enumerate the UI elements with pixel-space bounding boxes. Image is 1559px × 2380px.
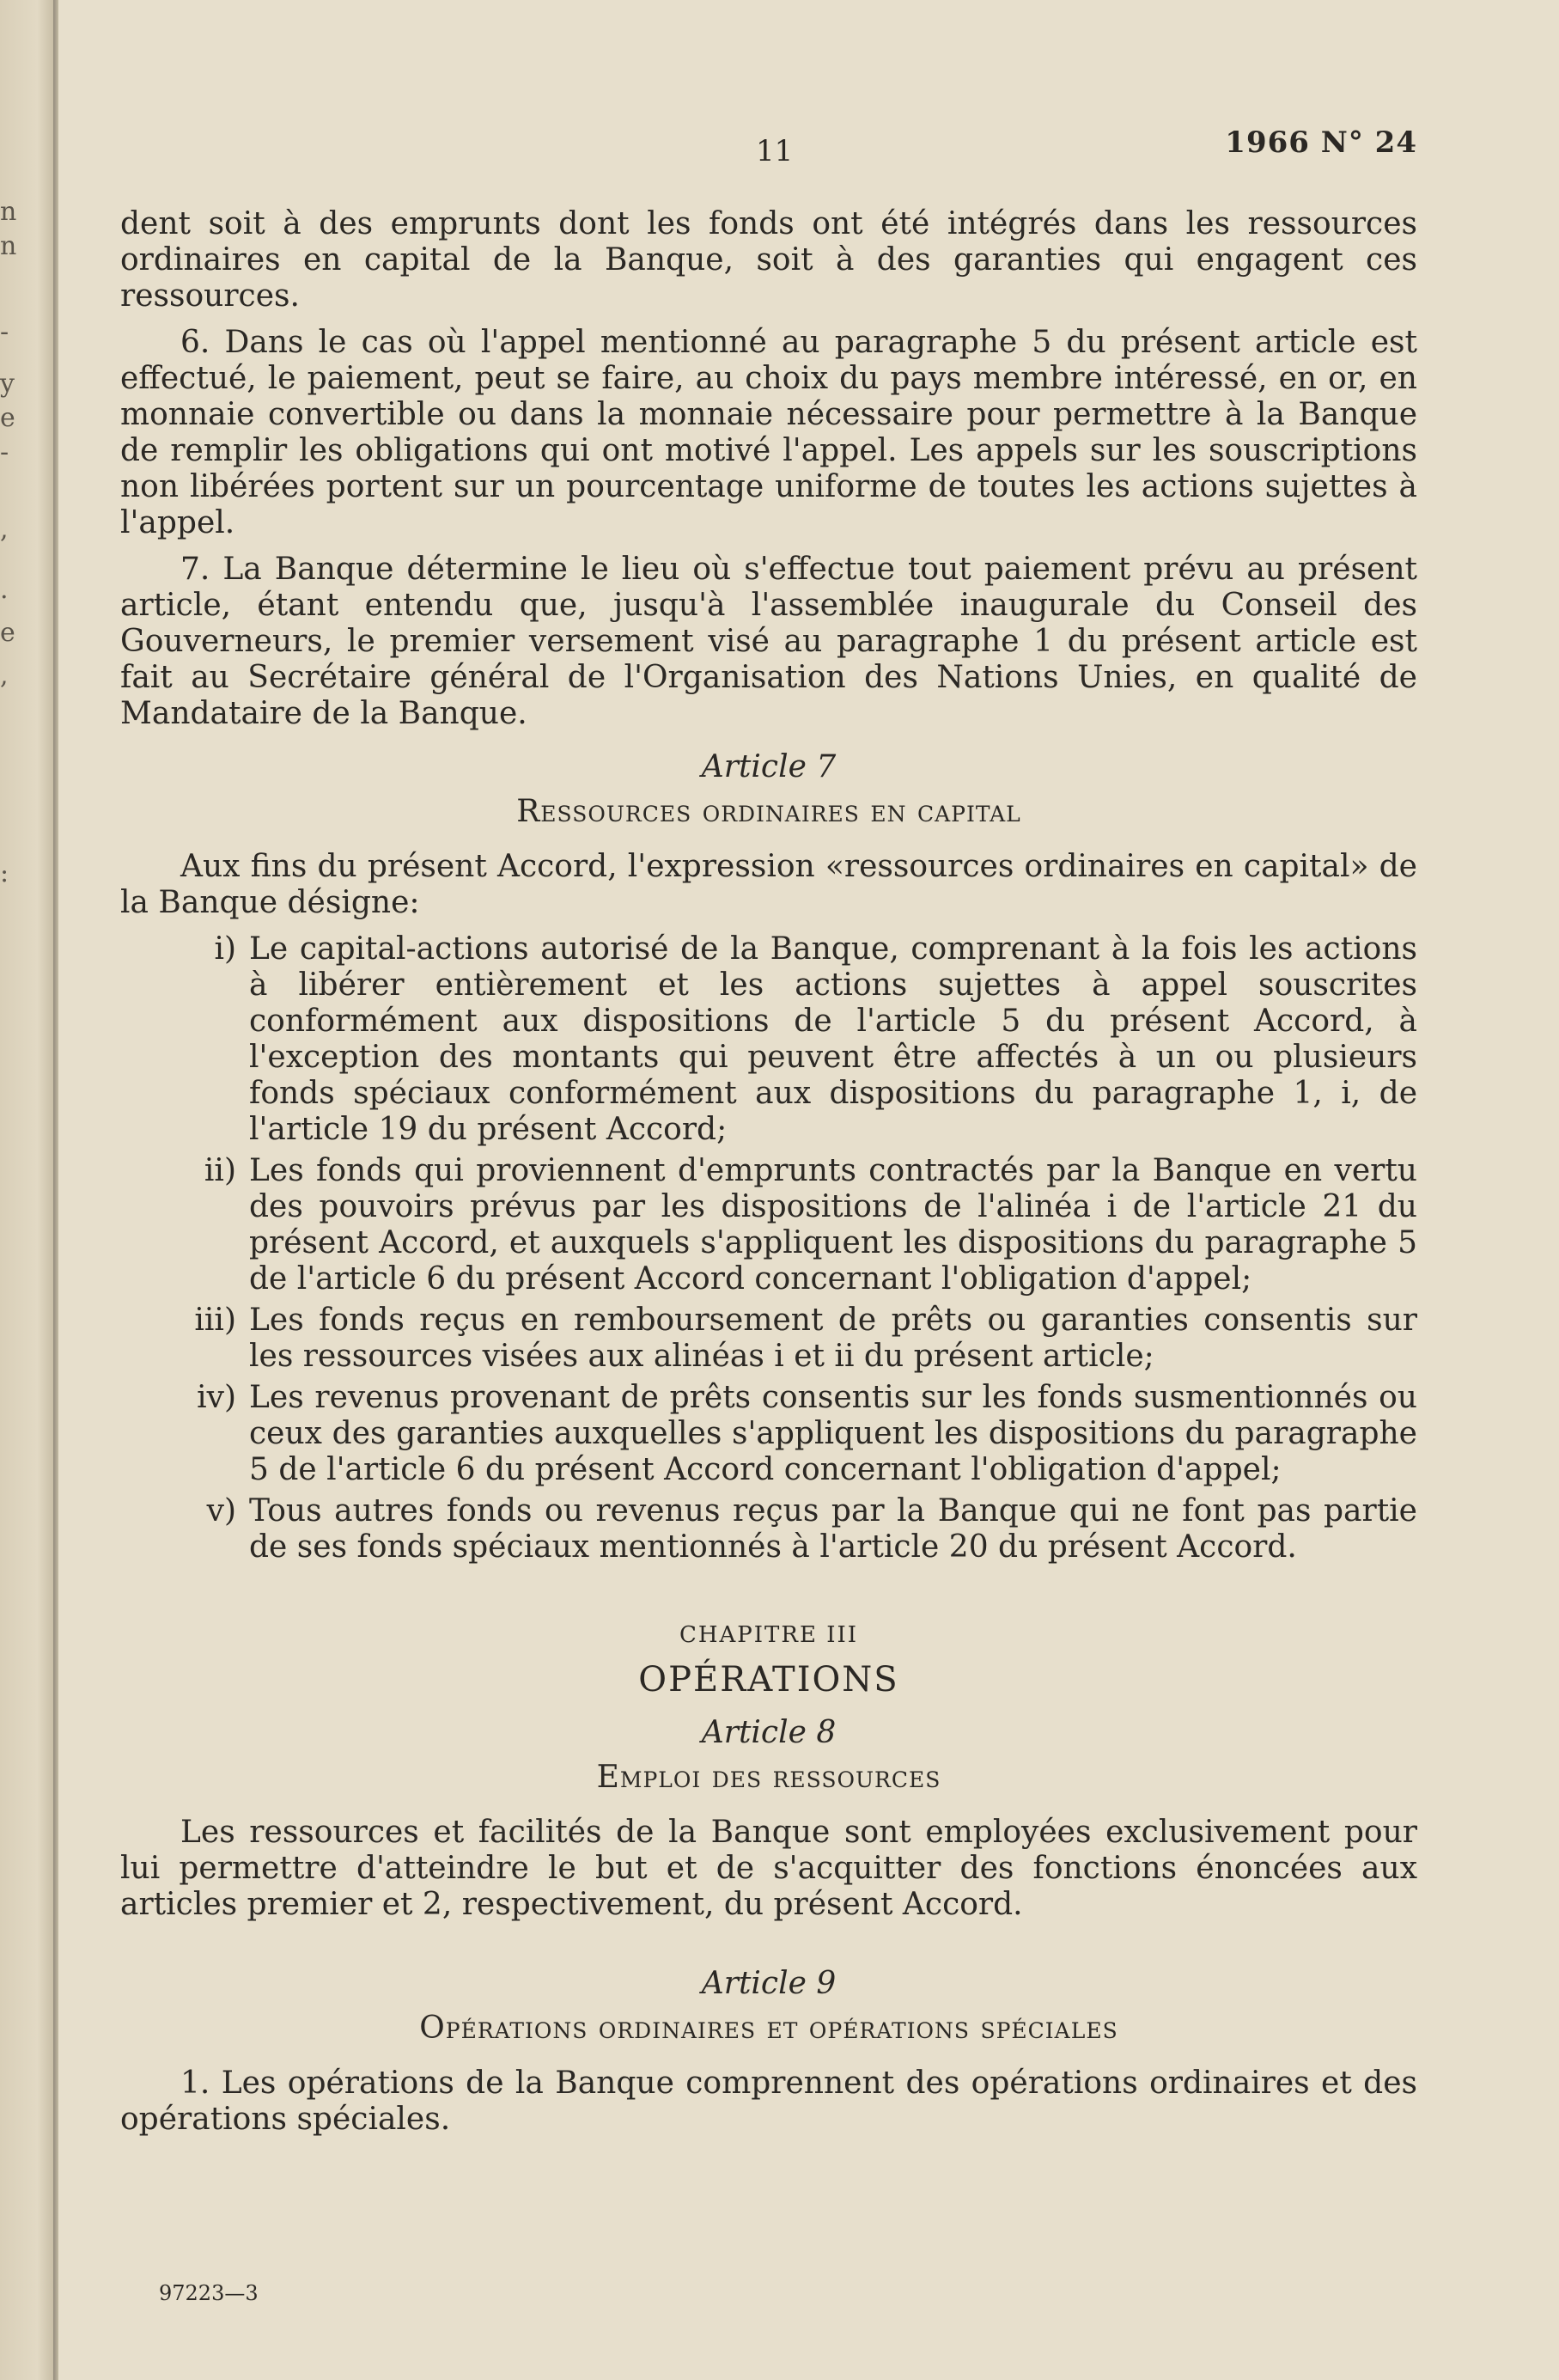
list-item-text: Les revenus provenant de prêts consentis sur les fonds susmentionnés ou ceux des garanties auxquelles s'appliquent les dispositions du paragraphe 5 de l'article 6 du présent Accord concernant l'obligation d'appel; <box>249 1380 1417 1487</box>
margin-mark: - <box>0 437 9 467</box>
margin-mark: n <box>0 197 17 227</box>
list-item <box>120 931 1417 1148</box>
list-item <box>120 1380 1417 1488</box>
article-8-text: Les ressources et facilités de la Banque sont employées exclusivement pour lui permettre d'atteindre le but et de s'acquitter des fonctions énoncées aux articles premier et 2, respectivement, du présent Accord. <box>120 1815 1417 1922</box>
list-marker: iv) <box>197 1380 236 1415</box>
list-marker: iii) <box>194 1303 236 1338</box>
margin-mark: - <box>0 317 9 347</box>
article-7-list <box>120 931 1417 1565</box>
margin-mark: , <box>0 661 9 691</box>
article-9-heading: Opérations ordinaires et opérations spéciales <box>419 2011 1118 2046</box>
article-7-intro: Aux fins du présent Accord, l'expression «ressources ordinaires en capital» de la Banque désigne: <box>120 849 1417 920</box>
list-marker: ii) <box>204 1153 236 1188</box>
list-marker: v) <box>206 1493 236 1529</box>
list-item <box>120 1153 1417 1297</box>
document-page <box>120 120 1417 2148</box>
list-item-text: Tous autres fonds ou revenus reçus par la Banque qui ne font pas partie de ses fonds spéciaux mentionnés à l'article 20 du présent Accord. <box>249 1493 1417 1565</box>
issue-label: 1966 N° 24 <box>1225 125 1417 160</box>
chapter-title: OPÉRATIONS <box>638 1660 899 1700</box>
paragraph-6: 6. Dans le cas où l'appel mentionné au paragraphe 5 du présent article est effectué, le paiement, peut se faire, au choix du pays membre intéressé, en or, en monnaie convertible ou dans la monnaie nécessaire pour permettre à la Banque de remplir les obligations qui ont motivé l'appel. Les appels sur les souscriptions non libérées portent sur un pourcentage uniforme de toutes les actions sujettes à l'appel. <box>120 325 1417 540</box>
margin-mark: e <box>0 618 15 648</box>
article-7-heading: Ressources ordinaires en capital <box>516 794 1021 829</box>
list-item <box>120 1493 1417 1565</box>
list-item-text: Les fonds reçus en remboursement de prêts ou garanties consentis sur les ressources visées aux alinéas i et ii du présent article; <box>249 1303 1417 1374</box>
margin-mark: e <box>0 403 15 433</box>
list-item-text: Les fonds qui proviennent d'emprunts contractés par la Banque en vertu des pouvoirs prévus par les dispositions de l'alinéa i de l'article 21 du présent Accord, et auxquels s'appliquent les dispositions du paragraphe 5 de l'article 6 du présent Accord concernant l'obligation d'appel; <box>249 1153 1417 1297</box>
margin-mark: , <box>0 515 9 545</box>
margin-mark: . <box>0 575 9 605</box>
print-code: 97223—3 <box>159 2281 259 2305</box>
paragraph-continuation: dent soit à des emprunts dont les fonds ont été intégrés dans les ressources ordinaires en capital de la Banque, soit à des garanties qui engagent ces ressources. <box>120 206 1417 314</box>
article-8-title: Article 8 <box>701 1715 837 1750</box>
list-item <box>120 1303 1417 1375</box>
page-header <box>120 120 1417 172</box>
margin-mark: n <box>0 231 17 261</box>
page-number: 11 <box>756 134 794 168</box>
binding-fold <box>53 0 58 2380</box>
adjacent-page-edge <box>0 0 53 2380</box>
margin-mark: : <box>0 858 9 888</box>
list-item-text: Le capital-actions autorisé de la Banque, comprenant à la fois les actions à libérer entièrement et les actions sujettes à appel souscrites conformément aux dispositions de l'article 5 du présent Accord, à l'exception des montants qui peuvent être affectés à un ou plusieurs fonds spéciaux conformément aux dispositions du paragraphe 1, i, de l'article 19 du présent Accord; <box>249 931 1417 1147</box>
margin-mark: y <box>0 369 15 399</box>
list-marker: i) <box>214 931 236 967</box>
article-9-title: Article 9 <box>701 1966 837 2001</box>
article-8-heading: Emploi des ressources <box>596 1760 941 1795</box>
paragraph-7: 7. La Banque détermine le lieu où s'effectue tout paiement prévu au présent article, étant entendu que, jusqu'à l'assemblée inaugurale du Conseil des Gouverneurs, le premier versement visé au paragraphe 1 du présent article est fait au Secrétaire général de l'Organisation des Nations Unies, en qualité de Mandataire de la Banque. <box>120 552 1417 731</box>
article-7-title: Article 7 <box>701 749 837 784</box>
article-9-text: 1. Les opérations de la Banque comprennent des opérations ordinaires et des opérations spéciales. <box>120 2066 1417 2137</box>
chapter-label: CHAPITRE III <box>679 1622 859 1648</box>
